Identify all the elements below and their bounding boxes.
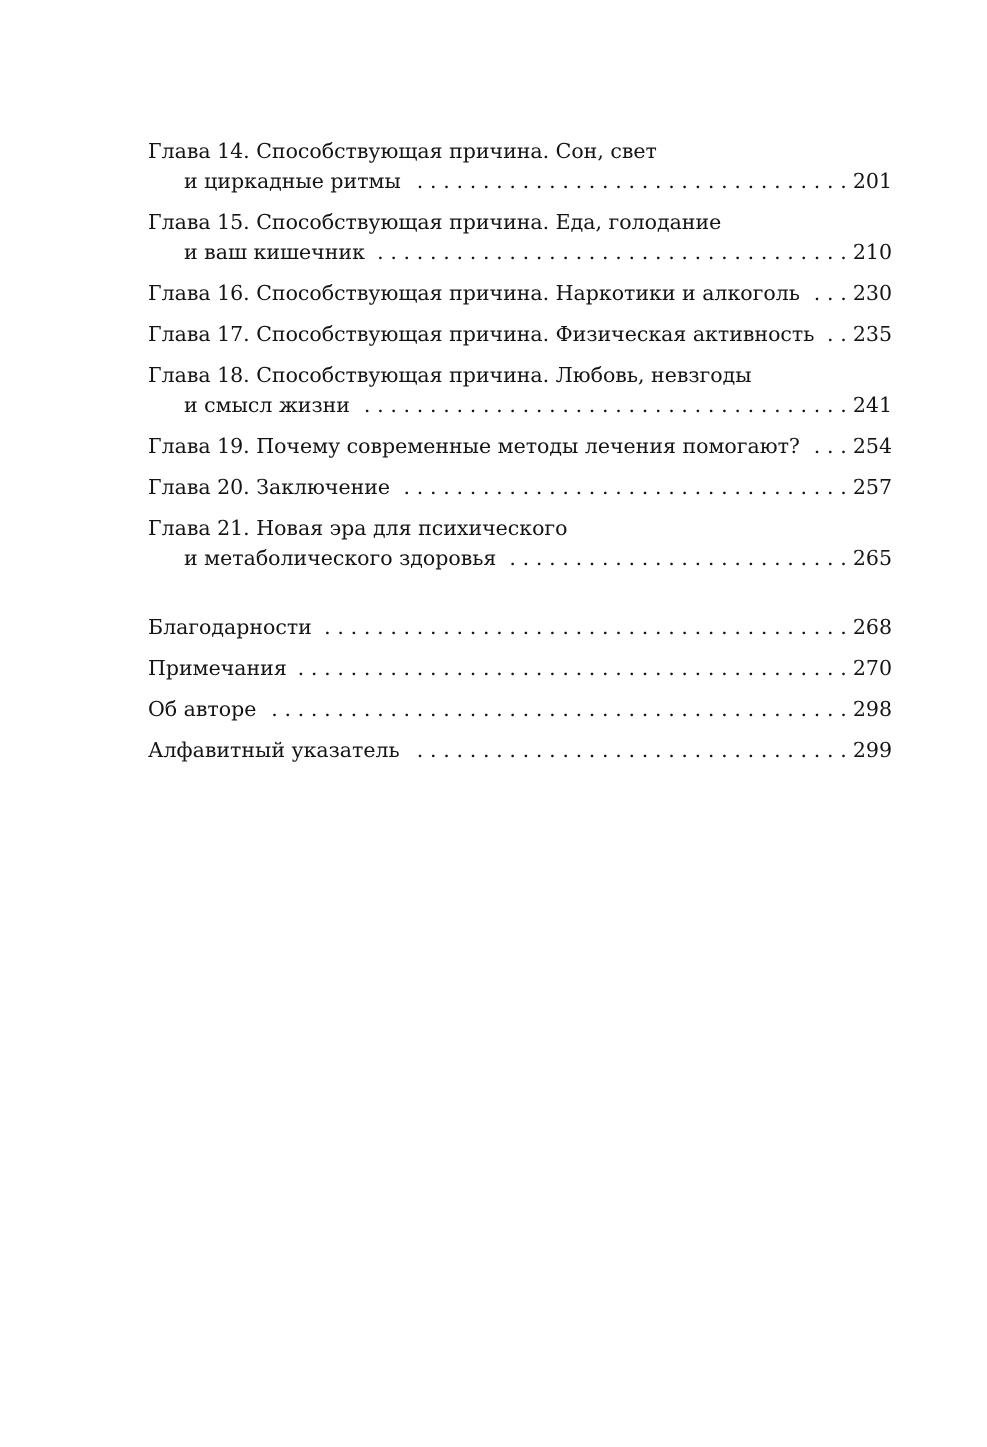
page-number: 265 <box>852 546 892 570</box>
chapter-title: Глава 16. Способствующая причина. Наркотики и алкоголь <box>148 281 800 305</box>
page-number: 235 <box>852 322 892 346</box>
chapter-title: Глава 14. Способствующая причина. Сон, свет <box>148 139 657 163</box>
chapter-title: Глава 17. Способствующая причина. Физическая активность <box>148 322 815 346</box>
dot-leader <box>358 390 847 420</box>
toc-entry-chapter-20 <box>148 472 892 502</box>
page-number: 298 <box>852 697 892 721</box>
toc-entry-chapter-14 <box>148 136 892 196</box>
page-number: 268 <box>852 615 892 639</box>
chapter-title-continued: и ваш кишечник <box>184 240 365 264</box>
dot-leader <box>398 472 847 502</box>
section-title: Алфавитный указатель <box>148 738 400 762</box>
page-number: 201 <box>852 169 892 193</box>
page-number: 257 <box>852 475 892 499</box>
chapter-title: Глава 18. Способствующая причина. Любовь, невзгоды <box>148 363 752 387</box>
toc-entry-chapter-16 <box>148 278 892 308</box>
chapter-title-continued: и смысл жизни <box>184 393 350 417</box>
toc-entry-index <box>148 735 892 765</box>
toc-entry-chapter-21 <box>148 513 892 573</box>
dot-leader <box>808 431 847 461</box>
page-number: 270 <box>852 656 892 680</box>
table-of-contents <box>148 136 892 776</box>
toc-entry-chapter-15 <box>148 207 892 267</box>
page-number: 241 <box>852 393 892 417</box>
toc-entry-chapter-17 <box>148 319 892 349</box>
toc-entry-chapter-19 <box>148 431 892 461</box>
toc-entry-about-author <box>148 694 892 724</box>
chapter-title: Глава 20. Заключение <box>148 475 391 499</box>
dot-leader <box>504 543 847 573</box>
chapter-title: Глава 21. Новая эра для психического <box>148 516 568 540</box>
page-number: 254 <box>852 434 892 458</box>
chapter-title: Глава 15. Способствующая причина. Еда, голодание <box>148 210 722 234</box>
section-title: Примечания <box>148 656 287 680</box>
page-number: 210 <box>852 240 892 264</box>
dot-leader <box>822 319 846 349</box>
toc-entry-notes <box>148 653 892 683</box>
chapter-title-continued: и циркадные ритмы <box>184 169 401 193</box>
section-title: Об авторе <box>148 697 257 721</box>
dot-leader <box>373 237 847 267</box>
page-number: 299 <box>852 738 892 762</box>
dot-leader <box>295 653 847 683</box>
dot-leader <box>408 735 847 765</box>
dot-leader <box>264 694 846 724</box>
dot-leader <box>409 166 847 196</box>
toc-entry-acknowledgements <box>148 612 892 642</box>
dot-leader <box>320 612 847 642</box>
section-title: Благодарности <box>148 615 312 639</box>
dot-leader <box>808 278 847 308</box>
chapter-title-continued: и метаболического здоровья <box>184 546 497 570</box>
toc-entry-chapter-18 <box>148 360 892 420</box>
page-number: 230 <box>852 281 892 305</box>
chapter-title: Глава 19. Почему современные методы лечения помогают? <box>148 434 800 458</box>
